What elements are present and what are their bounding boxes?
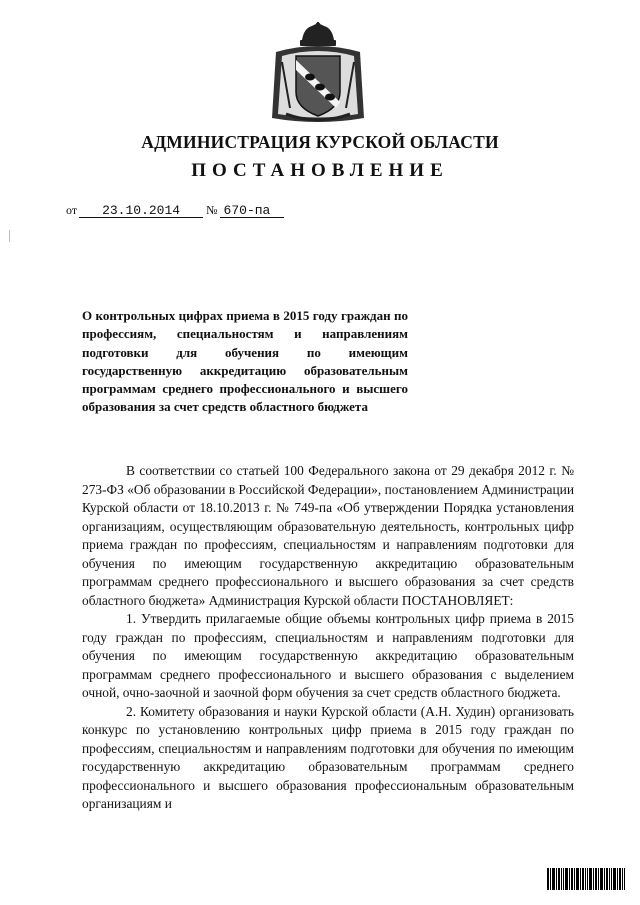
organization-title: АДМИНИСТРАЦИЯ КУРСКОЙ ОБЛАСТИ [141,132,499,152]
list-item: 1. Утвердить прилагаемые общие объемы контрольных цифр приема в 2015 году граждан по профессиям, специальностям и направлениям подготовки для обучения по имеющим государственную аккредитацию образовательным программам среднего профессионального и высшего образования с выделением очной, очно-заочной и заочной форм обучения за счет средств областного бюджета. [82,611,574,700]
number-prefix: № [206,203,218,217]
registration-line [66,203,284,218]
document-body [82,462,574,814]
scan-mark [9,230,10,242]
document-number: 670-па [220,204,284,218]
preamble-paragraph: В соответствии со статьей 100 Федерального закона от 29 декабря 2012 г. № 273-ФЗ «Об образовании в Российской Федерации», постановлением Администрации Курской области от 18.10.2013 г. № 749-па «Об утверждении Порядка установления организациям, осуществляющим образовательную деятельность, контрольных цифр приема граждан по профессиям, специальностям и направлениям подготовки для обучения по имеющим государственную аккредитацию образовательным программам среднего профессионального и высшего образования за счет средств областного бюджета» Администрация Курской области ПОСТАНОВЛЯЕТ: [82,463,574,608]
document-type: ПОСТАНОВЛЕНИЕ [191,160,449,181]
list-item: 2. Комитету образования и науки Курской области (А.Н. Худин) организовать конкурс по установлению контрольных цифр приема в 2015 году граждан по профессиям, специальностям и направлениям подготовки для обучения по имеющим государственную аккредитацию образовательным программам среднего профессионального и высшего образования профессиональным образовательным организациям и [82,703,574,811]
barcode-icon [547,868,625,890]
document-subject: О контрольных цифрах приема в 2015 году граждан по профессиям, специальностям и направлениям подготовки для обучения по имеющим государственную аккредитацию образовательным программам среднего профессионального и высшего образования за счет средств областного бюджета [82,308,408,415]
coat-of-arms-icon [268,22,368,128]
document-date: 23.10.2014 [79,204,203,218]
date-prefix: от [66,203,78,217]
